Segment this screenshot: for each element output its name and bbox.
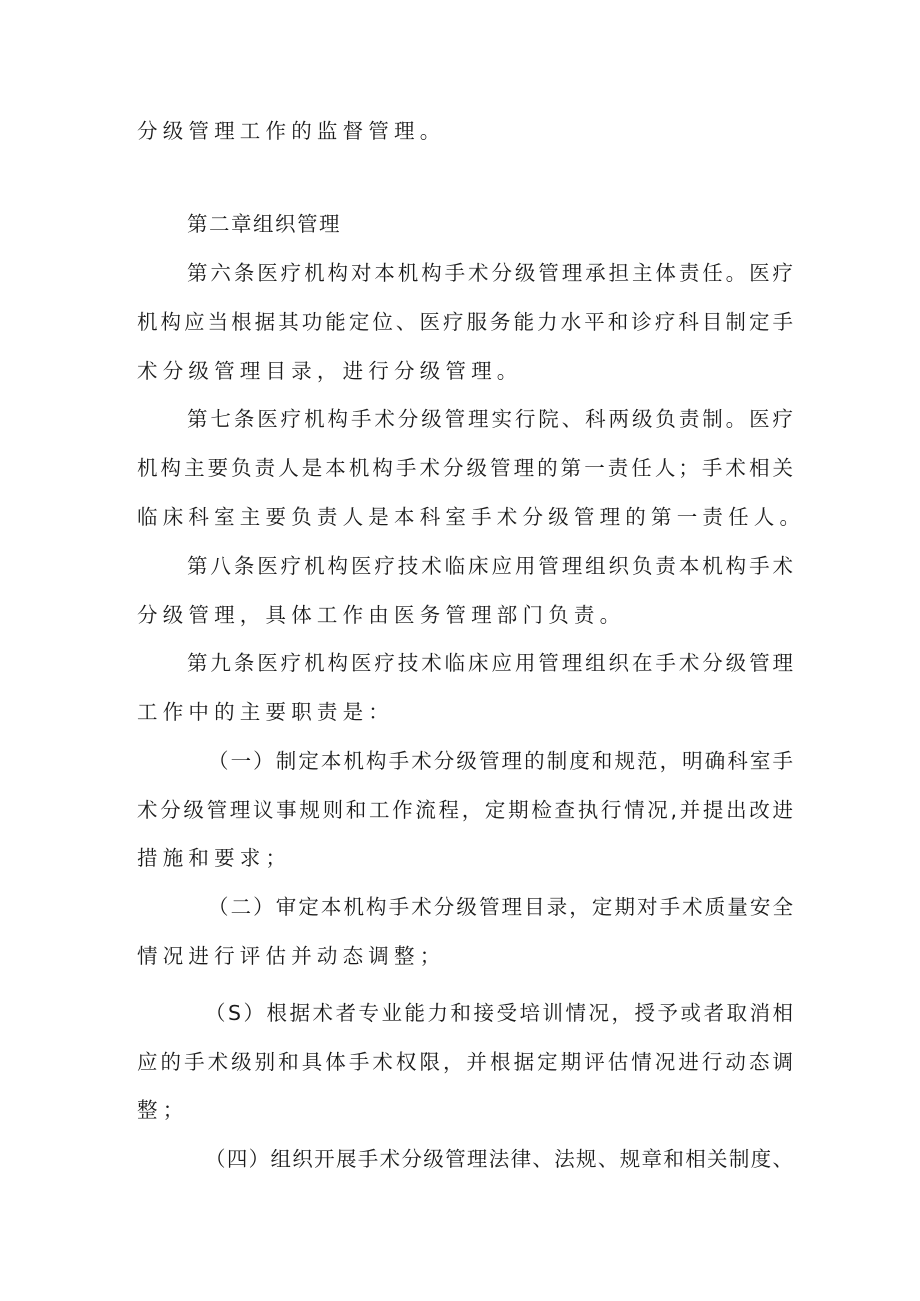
article-6-line-1: 第六条医疗机构对本机构手术分级管理承担主体责任。医疗 xyxy=(187,261,793,285)
item-2-line-2: 情况进行评估并动态调整； xyxy=(137,944,446,968)
item-1-line-1: （一）制定本机构手术分级管理的制度和规范，明确科室手 xyxy=(208,749,793,773)
item-2-line-1: （二）审定本机构手术分级管理目录，定期对手术质量安全 xyxy=(208,895,793,919)
text-line-continuation: 分级管理工作的监督管理。 xyxy=(137,119,446,143)
article-7-line-2: 机构主要负责人是本机构手术分级管理的第一责任人；手术相关 xyxy=(137,456,793,480)
item-1-line-3: 措施和要求； xyxy=(137,846,292,870)
article-8-line-2: 分级管理，具体工作由医务管理部门负责。 xyxy=(137,603,626,627)
article-6-line-2: 机构应当根据其功能定位、医疗服务能力水平和诊疗科目制定手 xyxy=(137,310,793,334)
article-6-line-3: 术分级管理目录，进行分级管理。 xyxy=(137,359,523,383)
chapter-heading: 第二章组织管理 xyxy=(187,212,341,236)
item-3-line-3: 整； xyxy=(137,1098,189,1122)
article-9-line-1: 第九条医疗机构医疗技术临床应用管理组织在手术分级管理 xyxy=(187,651,793,675)
article-8-line-1: 第八条医疗机构医疗技术临床应用管理组织负责本机构手术 xyxy=(187,554,793,578)
article-7-line-3: 临床科室主要负责人是本科室手术分级管理的第一责任人。 xyxy=(137,505,806,529)
item-1-line-2: 术分级管理议事规则和工作流程，定期检查执行情况,并提出改进 xyxy=(137,798,793,822)
item-3-line-1: （S）根据术者专业能力和接受培训情况，授予或者取消相 xyxy=(205,1001,793,1025)
article-9-line-2: 工作中的主要职责是： xyxy=(137,700,394,724)
item-3-line-2: 应的手术级别和具体手术权限，并根据定期评估情况进行动态调 xyxy=(137,1050,793,1074)
article-7-line-1: 第七条医疗机构手术分级管理实行院、科两级负责制。医疗 xyxy=(187,407,793,431)
item-4-line-1: （四）组织开展手术分级管理法律、法规、规章和相关制度、 xyxy=(205,1147,793,1171)
